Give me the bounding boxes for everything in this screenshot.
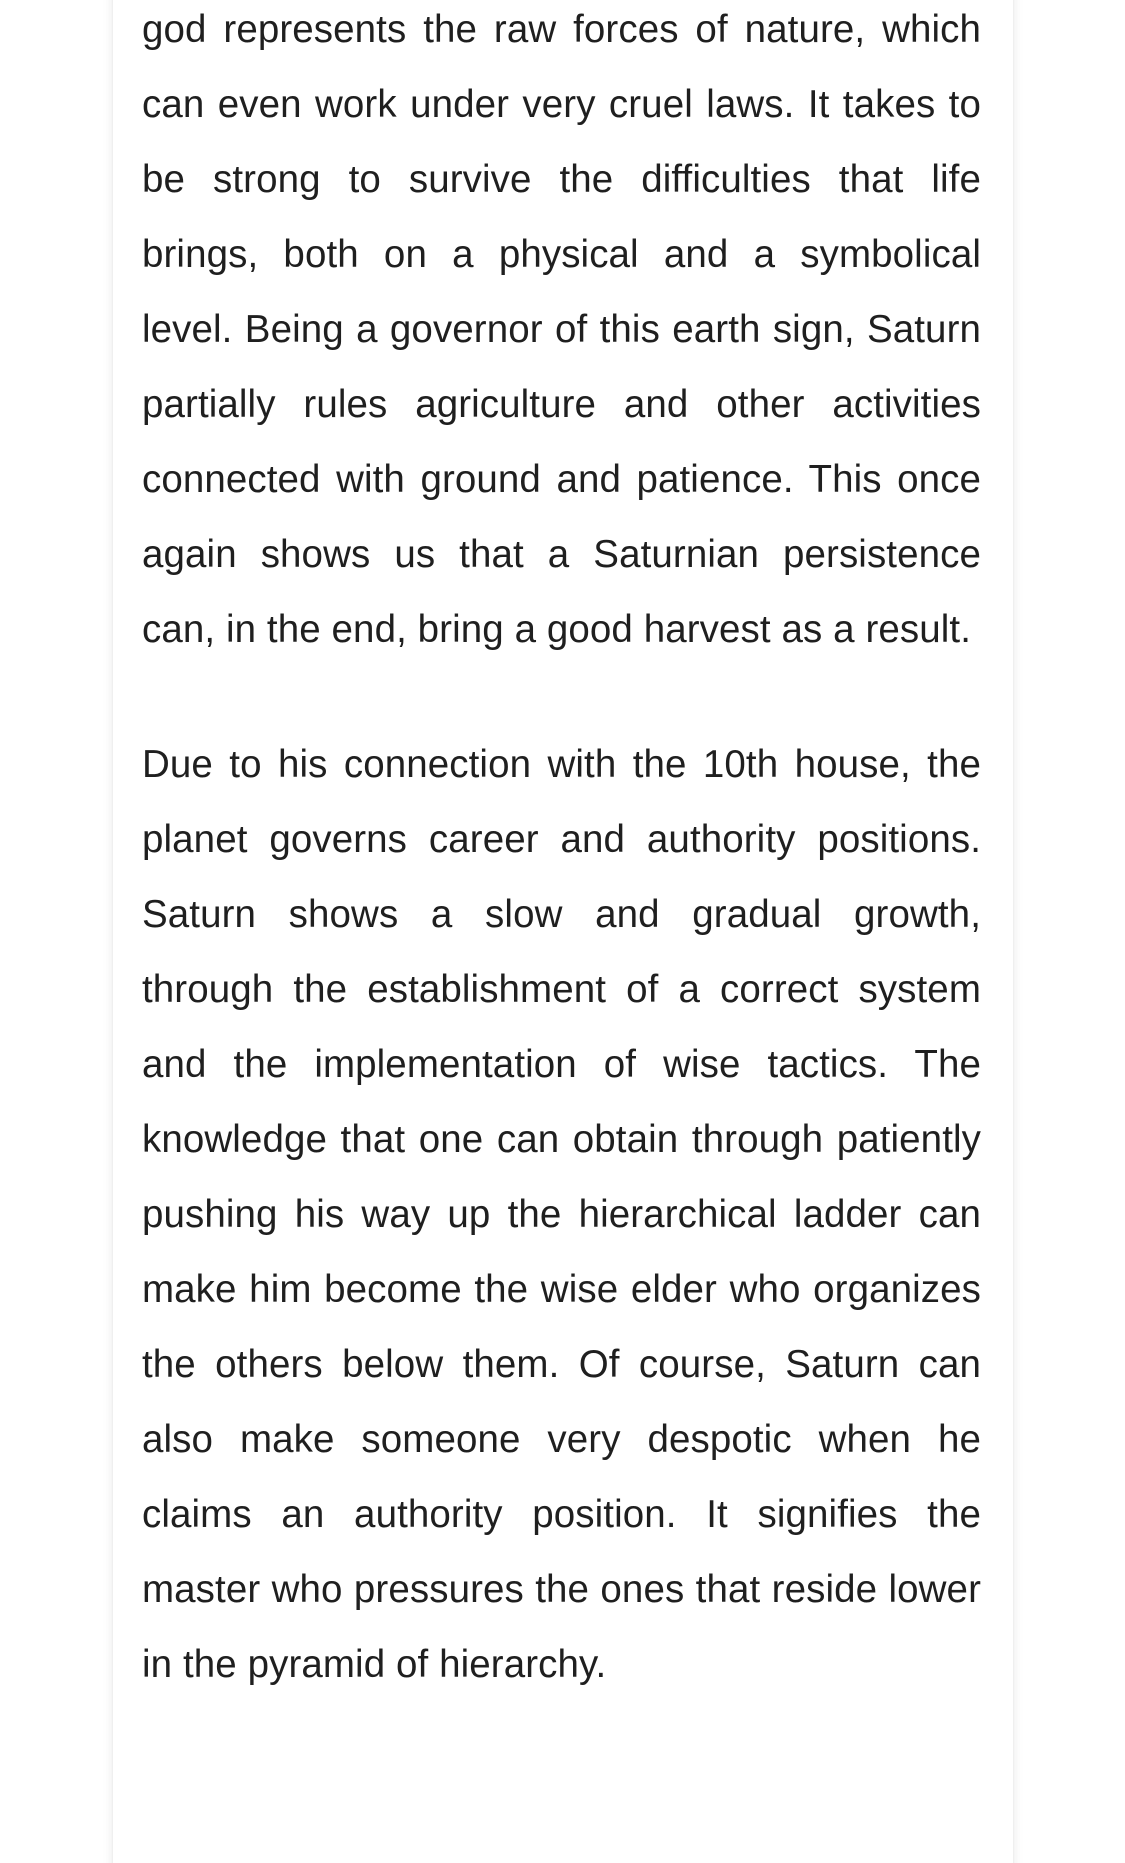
article-body <box>142 0 981 1702</box>
article-paragraph-2: Due to his connection with the 10th house, the planet governs career and authority positions. Saturn shows a slow and gradual growth, through the establishment of a correct system and the implementation of wise tactics. The knowledge that one can obtain through patiently pushing his way up the hierarchical ladder can make him become the wise elder who organizes the others below them. Of course, Saturn can also make someone very despotic when he claims an authority position. It signifies the master who pressures the ones that reside lower in the pyramid of hierarchy. <box>142 743 981 1686</box>
article-paragraph-1: god represents the raw forces of nature, which can even work under very cruel laws. It takes to be strong to survive the difficulties that life brings, both on a physical and a symbolical level. Being a governor of this earth sign, Saturn partially rules agriculture and other activities connected with ground and patience. This once again shows us that a Saturnian persistence can, in the end, bring a good harvest as a result. <box>142 8 981 651</box>
